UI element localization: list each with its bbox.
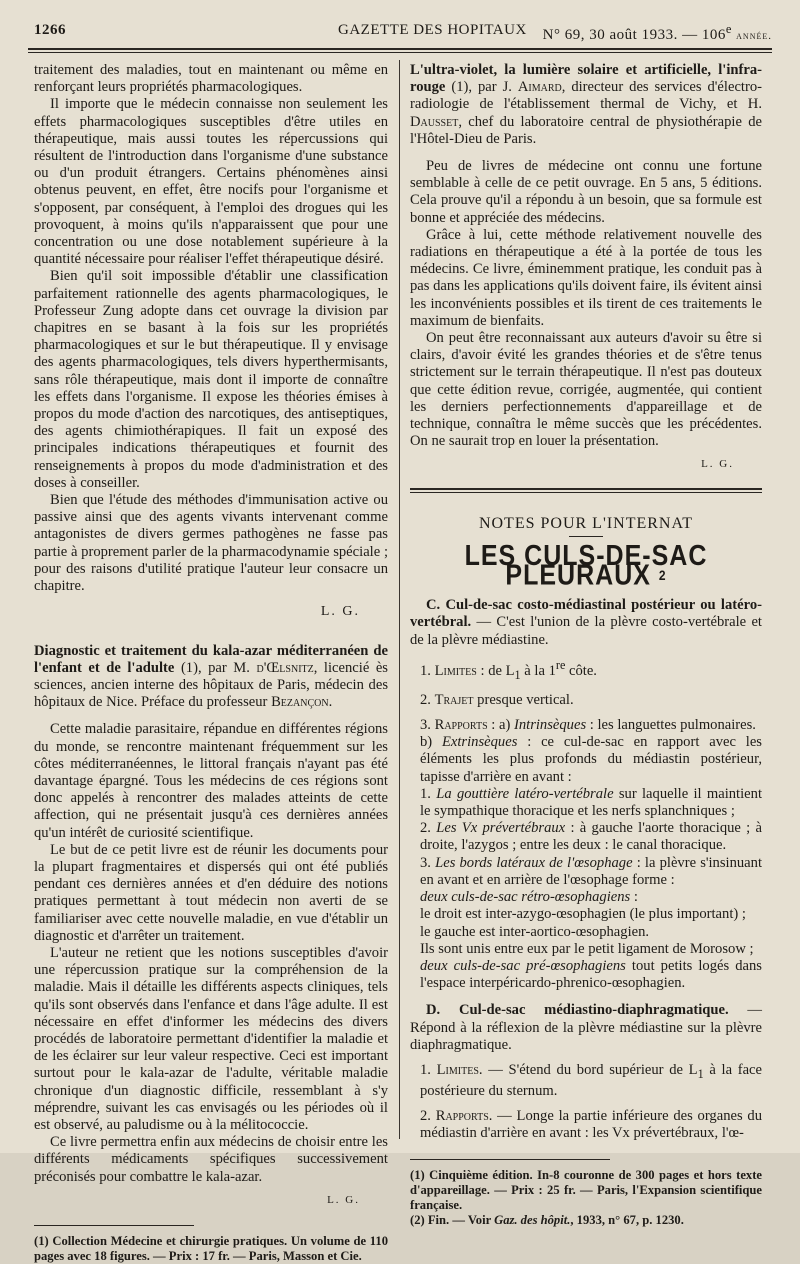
paragraph: Bien qu'il soit impossible d'établir une classification parfaitement rationnelle des agents pharmacologiques, le Professeur Zung adopte dans cet ouvrage la division par chapitres en se basant à la fois sur les propriétés pharmacologiques et sur le but thérapeutique. Il y envisage des agents pharmacologiques, tels divers hyperthermisants, sans rôle thérapeutique, mais dont il importe de connaître les effets dans l'organisme. Il expose les théories émises à propos du mode d'action des narcotiques, des antiseptiques, des agents chimiothérapiques. Il fait un exposé des principales indications thérapeutiques et fournit des renseignements à propos du mode d'administration et des doses à conseiller. xyxy=(34,268,388,491)
article-title: LES CULS-DE-SAC PLEURAUX $^2$ xyxy=(464,539,708,592)
list-item: Ils sont unis entre eux par le petit ligament de Morosow ; xyxy=(420,940,754,957)
list-item: 1. La gouttière latéro-vertébrale sur laquelle il maintient le sympathique thoracique et les nerfs splanchniques ; xyxy=(420,785,762,820)
book-review-heading: Diagnostic et traitement du kala-azar méditerranéen de l'enfant et de l'adulte (1), par M. d'Œlsnitz, licencié ès sciences, ancien interne des hôpitaux de Paris, médecin des hôpitaux de Nice. Préface du professeur Bezançon. xyxy=(34,642,388,711)
paragraph: Ce livre permettra enfin aux médecins de choisir entre les différents médicaments spécifiques successivement préconisés pour combattre le kala-azar. xyxy=(34,1134,388,1185)
paragraph: traitement des maladies, tout en maintenant ou même en renforçant leurs propriétés pharmacologiques. xyxy=(34,62,388,96)
footnote: (2) Fin. — Voir Gaz. des hôpit., 1933, n° 67, p. 1230. xyxy=(410,1212,684,1227)
paragraph: Cette maladie parasitaire, répandue en différentes régions du monde, se rencontre maintenant fréquemment sur les côtes méditerranéennes, le littoral français n'ayant pas été davantage épargné. Tous les médecins de ces régions sont donc appelés à rencontrer des malades atteints de cette affection, qui ne présentait jusqu'à ces dernières années qu'un intérêt de curiosité scientifique. xyxy=(34,721,388,841)
short-rule xyxy=(569,536,603,537)
column-divider xyxy=(399,60,400,1139)
spacer xyxy=(34,711,388,721)
header-rule xyxy=(28,48,772,50)
list-item: 2. Les Vx prévertébraux : à gauche l'aorte thoracique ; à droite, l'azygos ; entre les deux : le canal thoracique. xyxy=(420,820,762,854)
list-item: deux culs-de-sac pré-œsophagiens tout petits logés dans l'espace interpéricardo-phrenico-œsophagien. xyxy=(420,957,762,992)
paragraph: L'auteur ne retient que les notions susceptibles d'avoir une répercussion pratique sur la compréhension de la maladie. Mais il détaille les différents aspects cliniques, tels qu'ils sont observés dans l'enfance et dans l'âge adulte. Il est nécessaire en effet d'informer les médecins des divers procédés de laboratoire permettant d'identifier la maladie et de les éclairer sur leur valeur respective. Ceci est important surtout pour le kala-azar de l'adulte, véritable maladie chronique d'un diagnostic difficile, ressemblant à s'y méprendre, suivant les cas envisagés ou les périodes où il est observé, au paludisme ou à la mélitococcie. xyxy=(34,944,388,1133)
list-item: 1. Limites. — S'étend du bord supérieur de $L_1$ à la face postérieure du sternum. xyxy=(420,1061,763,1100)
book-review-heading: L'ultra-violet, la lumière solaire et artificielle, l'infra-rouge (1), par J. Aimard, directeur des services d'électro-radiologie de l'établissement thermal de Vichy, et H. Dausset, chef du laboratoire central de physiothérapie de l'Hôtel-Dieu de Paris. xyxy=(410,62,762,147)
signature: L. G. xyxy=(327,1193,360,1206)
spacer xyxy=(410,148,762,158)
list-item: 3. Les bords latéraux de l'œsophage : la plèvre s'insinuant en avant et en arrière de l'œsophage forme : xyxy=(420,854,763,888)
list-item: b) Extrinsèques : ce cul-de-sac en rapport avec les éléments les plus profonds du médiastin postérieur, tapisse d'arrière en avant : xyxy=(420,734,762,785)
paragraph: Grâce à lui, cette méthode relativement nouvelle des radiations en thérapeutique a été à la portée de tous les médecins. Ce livre, éminemment pratique, les conduit pas à pas dans les applications qu'ils doivent faire, ils évitent ainsi les inconvénients possibles et ils tirent de ces traitements le maximum de bienfaits. xyxy=(410,226,762,329)
footnote-rule xyxy=(34,1225,194,1226)
list-item: 3. Rapports : a) Intrinsèques : les languettes pulmonaires. xyxy=(420,717,756,734)
section-label: NOTES POUR L'INTERNAT xyxy=(478,514,694,532)
paragraph: Le but de ce petit livre est de réunir les documents pour la plupart fragmentaires et dispersés qui ont été publiés pendant ces dernières années et d'en déduire des notions pratiques permettant à tout médecin non averti de se familiariser avec cette nouvelle maladie, en vue d'établir un diagnostic et d'arrêter un traitement. xyxy=(34,841,388,944)
paragraph: Bien que l'étude des méthodes d'immunisation active ou passive ainsi que des agents vivants intervenant comme antagonistes de divers germes pathogènes ne fasse pas partie à proprement parler de la pharmacodynamie spéciale ; pour des raisons d'utilité pratique l'auteur leur consacre un chapitre. xyxy=(34,492,388,595)
footnote-rule xyxy=(410,1159,610,1160)
subsection-d: D. Cul-de-sac médiastino-diaphragmatique. — Répond à la réflexion de la plèvre médiastine sur la plèvre diaphragmatique. xyxy=(410,1002,762,1053)
footnote: (1) Collection Médecine et chirurgie pratiques. Un volume de 110 pages avec 18 figures. — Prix : 17 fr. — Paris, Masson et Cie. xyxy=(34,1234,388,1263)
issue-info: N° 69, 30 août 1933. — 106e année. xyxy=(542,22,772,43)
left-column xyxy=(34,62,388,1263)
section-rule xyxy=(410,488,762,490)
signature: L. G. xyxy=(701,458,734,471)
list-item: 2. Trajet presque vertical. xyxy=(420,691,574,708)
signature: L. G. xyxy=(320,604,360,620)
paragraph: Il importe que le médecin connaisse non seulement les effets pharmacologiques susceptibles d'être utiles en thérapeutique, mais aussi toutes les répercussions qui résultent de l'introduction dans l'organisme d'une substance ou d'un produit étrangers. Certains phénomènes ainsi obtenus peuvent, en effet, être nocifs pour l'organisme et s'opposent, par conséquent, à l'emploi des drogues qui les provoquent, à moins qu'ils n'apparaissent que pour une concentration ou une dose notablement supérieure à la quantité nécessaire pour réaliser l'effet thérapeutique désiré. xyxy=(34,96,388,268)
journal-title: GAZETTE DES HOPITAUX xyxy=(338,22,527,38)
header-rule-thin xyxy=(28,52,772,53)
paragraph: Peu de livres de médecine ont connu une fortune semblable à celle de ce petit ouvrage. En 5 ans, 5 éditions. Cela prouve qu'il a répondu à un besoin, que sa formule est bonne et appréciée des médecins. xyxy=(410,158,762,226)
right-column xyxy=(410,62,763,1227)
list-item: deux culs-de-sac rétro-œsophagiens : xyxy=(420,889,638,906)
footnote: (1) Cinquième édition. In-8 couronne de 300 pages et hors texte d'appareillage. — Prix : 25 fr. — Paris, l'Expansion scientifique française. xyxy=(410,1167,762,1212)
page-header xyxy=(28,22,772,44)
spacer xyxy=(410,992,762,1002)
page-number: 1266 xyxy=(34,22,66,38)
subsection-c: C. Cul-de-sac costo-médiastinal postérieur ou latéro-vertébral. — C'est l'union de la plèvre costo-vertébrale et de la plèvre médiastine. xyxy=(410,597,762,648)
list-item: 2. Rapports. — Longe la partie inférieure des organes du médiastin d'arrière en avant : les Vx prévertébraux, l'œ- xyxy=(420,1108,763,1142)
list-item: le droit est inter-azygo-œsophagien (le plus important) ; xyxy=(420,906,746,923)
list-item: 1. Limites : de $L_1$ à la 1re côte. xyxy=(420,657,597,682)
list-item: le gauche est inter-aortico-œsophagien. xyxy=(420,923,650,940)
section-rule-thin xyxy=(410,492,762,493)
paragraph: On peut être reconnaissant aux auteurs d'avoir su être si clairs, d'avoir évité les grandes théories et de s'être tenus strictement sur le terrain thérapeutique. Il n'est pas douteux que cette édition revue, corrigée, augmentée, qui contient les derniers perfectionnements d'appareillage et de technique, connaîtra le même succès que les précédentes. On ne saurait trop en louer la présentation. xyxy=(410,330,762,450)
